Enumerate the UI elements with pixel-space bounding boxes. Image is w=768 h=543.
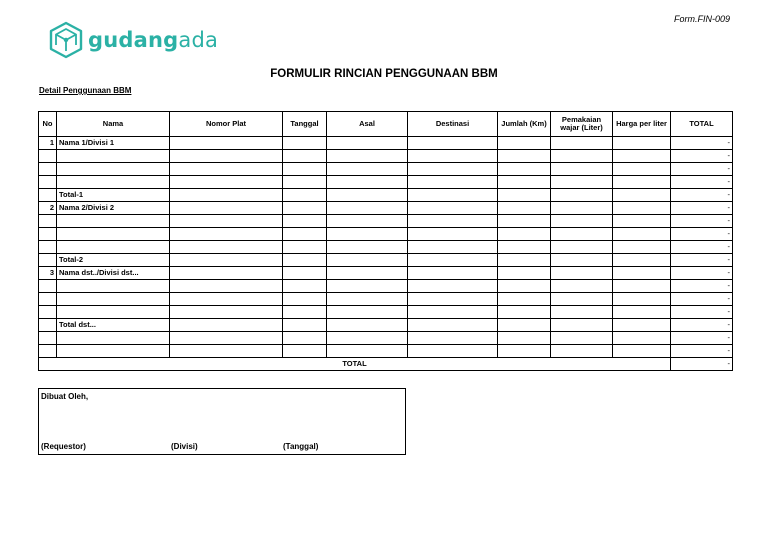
input-cell[interactable]: [613, 345, 671, 358]
input-cell[interactable]: [283, 332, 327, 345]
column-header: Tanggal: [283, 112, 327, 137]
input-cell[interactable]: [408, 163, 498, 176]
input-cell[interactable]: [283, 163, 327, 176]
input-cell[interactable]: [613, 293, 671, 306]
fuel-usage-table: [38, 111, 733, 371]
input-cell[interactable]: [498, 267, 551, 280]
row-number-cell[interactable]: 2: [39, 202, 57, 215]
input-cell[interactable]: [613, 176, 671, 189]
name-cell[interactable]: Total-1: [57, 189, 170, 202]
table-row: [39, 176, 733, 189]
input-cell[interactable]: [408, 215, 498, 228]
input-cell[interactable]: [170, 280, 283, 293]
input-cell[interactable]: [551, 228, 613, 241]
requestor-label: (Requestor): [41, 442, 86, 451]
column-header: Asal: [327, 112, 408, 137]
input-cell[interactable]: [283, 306, 327, 319]
table-row: [39, 293, 733, 306]
column-header: Nomor Plat: [170, 112, 283, 137]
input-cell[interactable]: [283, 202, 327, 215]
input-cell[interactable]: [327, 215, 408, 228]
total-cell[interactable]: -: [671, 332, 733, 345]
row-number-cell[interactable]: [39, 163, 57, 176]
input-cell[interactable]: [498, 241, 551, 254]
input-cell[interactable]: [170, 332, 283, 345]
input-cell[interactable]: [498, 306, 551, 319]
name-cell[interactable]: [57, 280, 170, 293]
input-cell[interactable]: [613, 150, 671, 163]
row-number-cell[interactable]: [39, 319, 57, 332]
input-cell[interactable]: [327, 345, 408, 358]
input-cell[interactable]: [170, 176, 283, 189]
input-cell[interactable]: [408, 293, 498, 306]
input-cell[interactable]: [498, 280, 551, 293]
row-number-cell[interactable]: [39, 306, 57, 319]
total-cell[interactable]: -: [671, 267, 733, 280]
input-cell[interactable]: [283, 241, 327, 254]
input-cell[interactable]: [327, 332, 408, 345]
input-cell[interactable]: [408, 332, 498, 345]
row-number-cell[interactable]: [39, 228, 57, 241]
total-cell[interactable]: -: [671, 228, 733, 241]
row-number-cell[interactable]: 3: [39, 267, 57, 280]
input-cell[interactable]: [408, 254, 498, 267]
input-cell[interactable]: [613, 215, 671, 228]
table-row: [39, 202, 733, 215]
input-cell[interactable]: [327, 280, 408, 293]
name-cell[interactable]: [57, 163, 170, 176]
input-cell[interactable]: [498, 176, 551, 189]
input-cell[interactable]: [498, 137, 551, 150]
input-cell[interactable]: [170, 241, 283, 254]
input-cell[interactable]: [170, 163, 283, 176]
row-number-cell[interactable]: [39, 176, 57, 189]
division-label: (Divisi): [171, 442, 198, 451]
input-cell[interactable]: [551, 189, 613, 202]
input-cell[interactable]: [551, 176, 613, 189]
input-cell[interactable]: [408, 345, 498, 358]
column-header: Pemakaian wajar (Liter): [551, 112, 613, 137]
input-cell[interactable]: [327, 137, 408, 150]
signature-box: [38, 388, 406, 455]
name-cell[interactable]: [57, 241, 170, 254]
input-cell[interactable]: [613, 202, 671, 215]
cube-logo-icon: [48, 21, 84, 59]
input-cell[interactable]: [498, 319, 551, 332]
input-cell[interactable]: [327, 306, 408, 319]
input-cell[interactable]: [498, 215, 551, 228]
input-cell[interactable]: [408, 267, 498, 280]
table-row: [39, 254, 733, 267]
input-cell[interactable]: [613, 332, 671, 345]
section-subtitle: Detail Penggunaan BBM: [39, 86, 132, 95]
input-cell[interactable]: [613, 280, 671, 293]
input-cell[interactable]: [498, 228, 551, 241]
input-cell[interactable]: [327, 241, 408, 254]
input-cell[interactable]: [613, 267, 671, 280]
table-row: [39, 345, 733, 358]
input-cell[interactable]: [498, 150, 551, 163]
input-cell[interactable]: [408, 319, 498, 332]
input-cell[interactable]: [551, 241, 613, 254]
input-cell[interactable]: [283, 319, 327, 332]
table-row: [39, 306, 733, 319]
input-cell[interactable]: [283, 189, 327, 202]
row-number-cell[interactable]: [39, 254, 57, 267]
input-cell[interactable]: [170, 202, 283, 215]
total-cell[interactable]: -: [671, 345, 733, 358]
name-cell[interactable]: Total-2: [57, 254, 170, 267]
input-cell[interactable]: [283, 215, 327, 228]
total-cell[interactable]: -: [671, 241, 733, 254]
input-cell[interactable]: [551, 345, 613, 358]
grand-total-row: [39, 358, 733, 371]
input-cell[interactable]: [551, 306, 613, 319]
table-row: [39, 228, 733, 241]
name-cell[interactable]: [57, 293, 170, 306]
input-cell[interactable]: [551, 137, 613, 150]
name-cell[interactable]: [57, 215, 170, 228]
input-cell[interactable]: [170, 345, 283, 358]
table-row: [39, 332, 733, 345]
table-row: [39, 280, 733, 293]
input-cell[interactable]: [408, 189, 498, 202]
name-cell[interactable]: Nama 1/Divisi 1: [57, 137, 170, 150]
input-cell[interactable]: [408, 228, 498, 241]
input-cell[interactable]: [170, 150, 283, 163]
input-cell[interactable]: [327, 176, 408, 189]
table-row: [39, 241, 733, 254]
input-cell[interactable]: [551, 163, 613, 176]
input-cell[interactable]: [283, 228, 327, 241]
page-title: FORMULIR RINCIAN PENGGUNAAN BBM: [270, 68, 498, 80]
table-row: [39, 137, 733, 150]
total-cell[interactable]: -: [671, 150, 733, 163]
row-number-cell[interactable]: [39, 280, 57, 293]
column-header: TOTAL: [671, 112, 733, 137]
input-cell[interactable]: [498, 254, 551, 267]
input-cell[interactable]: [170, 228, 283, 241]
grand-total-value: -: [671, 358, 733, 371]
name-cell[interactable]: [57, 176, 170, 189]
input-cell[interactable]: [498, 189, 551, 202]
total-cell[interactable]: -: [671, 293, 733, 306]
input-cell[interactable]: [408, 176, 498, 189]
name-cell[interactable]: Nama dst../Divisi dst...: [57, 267, 170, 280]
input-cell[interactable]: [283, 254, 327, 267]
input-cell[interactable]: [170, 137, 283, 150]
total-cell[interactable]: -: [671, 202, 733, 215]
name-cell[interactable]: [57, 306, 170, 319]
input-cell[interactable]: [283, 137, 327, 150]
input-cell[interactable]: [327, 267, 408, 280]
row-number-cell[interactable]: [39, 215, 57, 228]
input-cell[interactable]: [498, 202, 551, 215]
grand-total-label: TOTAL: [39, 358, 671, 371]
input-cell[interactable]: [327, 254, 408, 267]
table-row: [39, 215, 733, 228]
total-cell[interactable]: -: [671, 254, 733, 267]
row-number-cell[interactable]: [39, 189, 57, 202]
total-cell[interactable]: -: [671, 306, 733, 319]
logo-wordmark: [88, 28, 218, 52]
input-cell[interactable]: [551, 202, 613, 215]
name-cell[interactable]: [57, 228, 170, 241]
table-row: [39, 150, 733, 163]
row-number-cell[interactable]: [39, 293, 57, 306]
input-cell[interactable]: [170, 254, 283, 267]
input-cell[interactable]: [283, 176, 327, 189]
input-cell[interactable]: [498, 163, 551, 176]
input-cell[interactable]: [498, 293, 551, 306]
input-cell[interactable]: [613, 254, 671, 267]
name-cell[interactable]: Total dst...: [57, 319, 170, 332]
input-cell[interactable]: [170, 267, 283, 280]
table-row: [39, 319, 733, 332]
input-cell[interactable]: [613, 189, 671, 202]
input-cell[interactable]: [408, 241, 498, 254]
input-cell[interactable]: [613, 228, 671, 241]
total-cell[interactable]: -: [671, 215, 733, 228]
input-cell[interactable]: [551, 150, 613, 163]
input-cell[interactable]: [327, 150, 408, 163]
table-header-row: [39, 112, 733, 137]
row-number-cell[interactable]: [39, 150, 57, 163]
input-cell[interactable]: [170, 306, 283, 319]
column-header: No: [39, 112, 57, 137]
input-cell[interactable]: [551, 254, 613, 267]
input-cell[interactable]: [408, 280, 498, 293]
column-header: Destinasi: [408, 112, 498, 137]
input-cell[interactable]: [551, 293, 613, 306]
input-cell[interactable]: [551, 332, 613, 345]
input-cell[interactable]: [283, 150, 327, 163]
total-cell[interactable]: -: [671, 137, 733, 150]
row-number-cell[interactable]: 1: [39, 137, 57, 150]
input-cell[interactable]: [170, 189, 283, 202]
column-header: Harga per liter: [613, 112, 671, 137]
row-number-cell[interactable]: [39, 332, 57, 345]
name-cell[interactable]: [57, 332, 170, 345]
input-cell[interactable]: [551, 280, 613, 293]
row-number-cell[interactable]: [39, 345, 57, 358]
total-cell[interactable]: -: [671, 163, 733, 176]
input-cell[interactable]: [327, 202, 408, 215]
column-header: Nama: [57, 112, 170, 137]
input-cell[interactable]: [408, 306, 498, 319]
input-cell[interactable]: [551, 267, 613, 280]
input-cell[interactable]: [613, 241, 671, 254]
logo-word-a: gudang: [88, 28, 179, 52]
input-cell[interactable]: [613, 306, 671, 319]
name-cell[interactable]: Nama 2/Divisi 2: [57, 202, 170, 215]
total-cell[interactable]: -: [671, 189, 733, 202]
input-cell[interactable]: [327, 189, 408, 202]
input-cell[interactable]: [498, 332, 551, 345]
table-row: [39, 267, 733, 280]
table-row: [39, 163, 733, 176]
input-cell[interactable]: [613, 137, 671, 150]
input-cell[interactable]: [408, 202, 498, 215]
input-cell[interactable]: [551, 319, 613, 332]
name-cell[interactable]: [57, 345, 170, 358]
input-cell[interactable]: [327, 293, 408, 306]
total-cell[interactable]: -: [671, 280, 733, 293]
input-cell[interactable]: [551, 215, 613, 228]
input-cell[interactable]: [283, 345, 327, 358]
date-label: (Tanggal): [283, 442, 319, 451]
total-cell[interactable]: -: [671, 176, 733, 189]
input-cell[interactable]: [498, 345, 551, 358]
input-cell[interactable]: [283, 267, 327, 280]
input-cell[interactable]: [283, 293, 327, 306]
input-cell[interactable]: [170, 319, 283, 332]
input-cell[interactable]: [613, 319, 671, 332]
input-cell[interactable]: [327, 163, 408, 176]
input-cell[interactable]: [170, 215, 283, 228]
table-row: [39, 189, 733, 202]
input-cell[interactable]: [283, 280, 327, 293]
total-cell[interactable]: -: [671, 319, 733, 332]
row-number-cell[interactable]: [39, 241, 57, 254]
column-header: Jumlah (Km): [498, 112, 551, 137]
name-cell[interactable]: [57, 150, 170, 163]
logo-word-b: ada: [178, 28, 219, 52]
input-cell[interactable]: [327, 228, 408, 241]
made-by-label: Dibuat Oleh,: [41, 392, 89, 401]
input-cell[interactable]: [408, 150, 498, 163]
company-logo: [48, 20, 218, 60]
input-cell[interactable]: [408, 137, 498, 150]
input-cell[interactable]: [170, 293, 283, 306]
form-code: Form.FIN-009: [673, 14, 730, 24]
input-cell[interactable]: [327, 319, 408, 332]
input-cell[interactable]: [613, 163, 671, 176]
